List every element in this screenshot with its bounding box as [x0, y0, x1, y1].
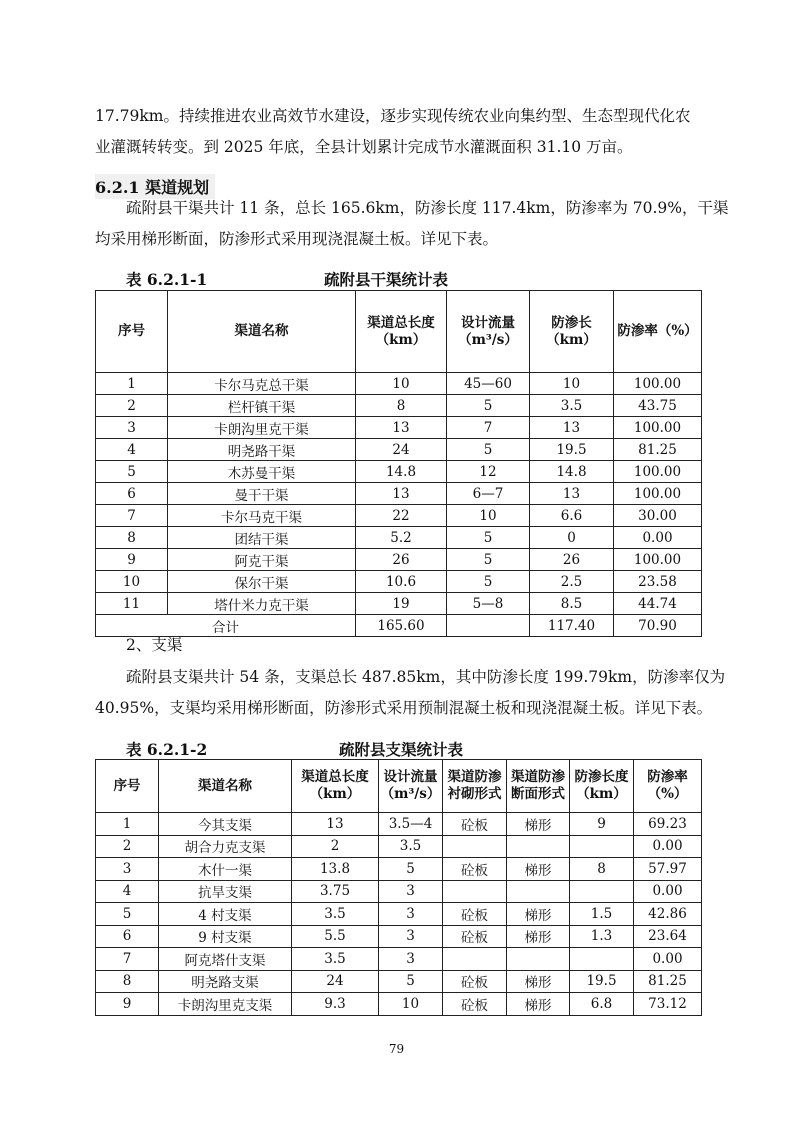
trunk-canal-line-1: 疏附县干渠共计 11 条，总长 165.6km，防渗长度 117.4km，防渗率为 70.9%，干渠	[126, 199, 729, 217]
table-cell: 9	[570, 813, 634, 836]
table-row	[96, 813, 702, 836]
table-cell: 9	[96, 549, 168, 571]
table-cell: 100.00	[614, 549, 702, 571]
table-row	[96, 461, 702, 483]
table-cell: 1	[96, 373, 168, 395]
table-cell: 明尧路干渠	[168, 439, 356, 461]
table-cell: 6—7	[447, 483, 530, 505]
table-cell: 45—60	[447, 373, 530, 395]
table-cell: 卡尔马克干渠	[168, 505, 356, 527]
table-cell: 8	[96, 527, 168, 549]
table-cell: 24	[356, 439, 447, 461]
header-canal-name: 渠道名称	[168, 291, 356, 373]
table-cell: 3	[379, 903, 443, 926]
table-row	[96, 993, 702, 1016]
table-cell: 4	[96, 880, 159, 903]
page-number: 79	[388, 1042, 405, 1056]
table-row	[96, 373, 702, 395]
table-cell: 5	[96, 461, 168, 483]
table-cell	[570, 880, 634, 903]
table-cell: 57.97	[634, 858, 702, 881]
table-row	[96, 903, 702, 926]
table-row	[96, 483, 702, 505]
section-title: 6.2.1 渠道规划	[95, 174, 215, 199]
table-cell: 0.00	[634, 835, 702, 858]
table-cell: 9	[96, 993, 159, 1016]
header-seepage-length: 防渗长度（km）	[570, 760, 634, 813]
table-cell: 8	[570, 858, 634, 881]
total-length: 165.60	[356, 615, 447, 637]
table-cell: 栏杆镇干渠	[168, 395, 356, 417]
table-cell: 19	[356, 593, 447, 615]
table-cell: 梯形	[507, 970, 570, 993]
table-cell: 曼干干渠	[168, 483, 356, 505]
table-cell: 10.6	[356, 571, 447, 593]
table-cell: 4 村支渠	[159, 903, 292, 926]
table-cell: 木苏曼干渠	[168, 461, 356, 483]
table-cell: 5.2	[356, 527, 447, 549]
table-cell: 梯形	[507, 813, 570, 836]
table-cell: 23.58	[614, 571, 702, 593]
table-cell: 6	[96, 925, 159, 948]
total-flow	[447, 615, 530, 637]
table-cell: 3.5	[530, 395, 614, 417]
table-cell: 8	[96, 970, 159, 993]
table-cell: 9.3	[292, 993, 379, 1016]
table-cell: 8	[356, 395, 447, 417]
table-cell: 100.00	[614, 483, 702, 505]
table1-caption-id: 表 6.2.1-1	[126, 270, 208, 289]
table-cell: 11	[96, 593, 168, 615]
table-cell: 砼板	[443, 993, 507, 1016]
table-cell: 19.5	[530, 439, 614, 461]
table-cell: 3	[379, 880, 443, 903]
table-cell: 3.5	[292, 948, 379, 971]
table-cell: 5	[447, 439, 530, 461]
table-cell: 100.00	[614, 373, 702, 395]
table-row	[96, 858, 702, 881]
branch-canal-line-2: 40.95%，支渠均采用梯形断面，防渗形式采用预制混凝土板和现浇混凝土板。详见下表。	[95, 699, 713, 717]
table-cell: 81.25	[634, 970, 702, 993]
table-row	[96, 593, 702, 615]
table-cell: 卡朗沟里克支渠	[159, 993, 292, 1016]
table-cell: 7	[96, 948, 159, 971]
trunk-canal-line-2: 均采用梯形断面，防渗形式采用现浇混凝土板。详见下表。	[95, 230, 499, 248]
table-cell: 10	[447, 505, 530, 527]
table-cell: 梯形	[507, 858, 570, 881]
table-row	[96, 948, 702, 971]
table-cell: 81.25	[614, 439, 702, 461]
total-seepage: 117.40	[530, 615, 614, 637]
table-cell: 26	[530, 549, 614, 571]
table-cell: 3.5—4	[379, 813, 443, 836]
table-cell	[443, 880, 507, 903]
table2-caption-title: 疏附县支渠统计表	[339, 740, 464, 759]
table-cell: 5	[96, 903, 159, 926]
table-cell: 5	[379, 858, 443, 881]
table-cell: 42.86	[634, 903, 702, 926]
header-canal-name: 渠道名称	[159, 760, 292, 813]
table-cell: 0.00	[614, 527, 702, 549]
table-cell: 3.75	[292, 880, 379, 903]
table-cell: 5	[447, 395, 530, 417]
table-cell: 10	[96, 571, 168, 593]
table-cell: 3.5	[292, 903, 379, 926]
table-cell: 3.5	[379, 835, 443, 858]
table-cell: 13	[530, 417, 614, 439]
table-row	[96, 925, 702, 948]
trunk-canal-paragraph	[95, 193, 729, 255]
table-cell: 5	[447, 549, 530, 571]
table-cell: 14.8	[530, 461, 614, 483]
header-total-length: 渠道总长度（km）	[356, 291, 447, 373]
table-cell: 73.12	[634, 993, 702, 1016]
table-cell: 13	[356, 417, 447, 439]
table-cell	[570, 835, 634, 858]
branch-canal-table	[95, 759, 702, 1016]
table-row	[96, 970, 702, 993]
table-header-row	[96, 291, 702, 373]
table-cell: 1.3	[570, 925, 634, 948]
total-rate: 70.90	[614, 615, 702, 637]
header-index: 序号	[96, 760, 159, 813]
table-cell: 明尧路支渠	[159, 970, 292, 993]
table-row	[96, 549, 702, 571]
table-cell: 砼板	[443, 925, 507, 948]
table-cell: 卡尔马克总干渠	[168, 373, 356, 395]
table2-caption-id: 表 6.2.1-2	[126, 740, 208, 759]
table-cell: 6	[96, 483, 168, 505]
branch-canal-line-1: 疏附县支渠共计 54 条，支渠总长 487.85km，其中防渗长度 199.79km，防渗率仅为	[126, 668, 726, 686]
table-cell: 3	[96, 858, 159, 881]
trunk-canal-table	[95, 290, 702, 637]
table-cell: 5	[379, 970, 443, 993]
table-cell: 5	[447, 571, 530, 593]
table-cell: 6.6	[530, 505, 614, 527]
table-cell: 24	[292, 970, 379, 993]
table-row	[96, 880, 702, 903]
table-cell: 胡合力克支渠	[159, 835, 292, 858]
table-cell: 3	[96, 417, 168, 439]
table-cell: 1	[96, 813, 159, 836]
table-cell: 梯形	[507, 993, 570, 1016]
table-cell: 10	[530, 373, 614, 395]
table-cell: 44.74	[614, 593, 702, 615]
header-design-flow: 设计流量（m³/s）	[379, 760, 443, 813]
table-cell	[507, 835, 570, 858]
header-design-flow: 设计流量（m³/s）	[447, 291, 530, 373]
table-cell: 6.8	[570, 993, 634, 1016]
table-cell: 100.00	[614, 417, 702, 439]
table-cell	[570, 948, 634, 971]
table-row	[96, 527, 702, 549]
header-index: 序号	[96, 291, 168, 373]
table-cell: 2.5	[530, 571, 614, 593]
table-cell: 13	[292, 813, 379, 836]
table-cell	[443, 835, 507, 858]
table-header-row	[96, 760, 702, 813]
table-cell: 0.00	[634, 948, 702, 971]
intro-line-1: 17.79km。持续推进农业高效节水建设，逐步实现传统农业向集约型、生态型现代化农	[95, 107, 691, 125]
table-cell: 69.23	[634, 813, 702, 836]
table-cell: 5—8	[447, 593, 530, 615]
table-cell: 43.75	[614, 395, 702, 417]
table-cell: 木什一渠	[159, 858, 292, 881]
table-cell: 梯形	[507, 925, 570, 948]
table-cell: 12	[447, 461, 530, 483]
table-cell: 100.00	[614, 461, 702, 483]
table-cell: 3	[379, 925, 443, 948]
table-cell: 0	[530, 527, 614, 549]
table-row	[96, 395, 702, 417]
total-label: 合计	[96, 615, 356, 637]
table-cell: 7	[447, 417, 530, 439]
table-row	[96, 571, 702, 593]
table-cell: 2	[96, 395, 168, 417]
table-cell: 3	[379, 948, 443, 971]
header-section-form: 渠道防渗断面形式	[507, 760, 570, 813]
table-cell: 13.8	[292, 858, 379, 881]
table-cell: 14.8	[356, 461, 447, 483]
table-cell	[507, 948, 570, 971]
table-row	[96, 835, 702, 858]
table-cell: 保尔干渠	[168, 571, 356, 593]
table-cell: 砼板	[443, 903, 507, 926]
table-row	[96, 439, 702, 461]
table-cell: 砼板	[443, 858, 507, 881]
table-cell: 0.00	[634, 880, 702, 903]
table-cell: 19.5	[570, 970, 634, 993]
table-cell: 今其支渠	[159, 813, 292, 836]
table-row	[96, 505, 702, 527]
branch-canal-paragraph	[95, 662, 726, 724]
table-cell: 13	[530, 483, 614, 505]
table-cell: 阿克塔什支渠	[159, 948, 292, 971]
table-cell: 卡朗沟里克干渠	[168, 417, 356, 439]
table-cell: 10	[379, 993, 443, 1016]
table-cell: 阿克干渠	[168, 549, 356, 571]
table-cell: 13	[356, 483, 447, 505]
intro-line-2: 业灌溉转转变。到 2025 年底，全县计划累计完成节水灌溉面积 31.10 万亩。	[95, 138, 633, 156]
table-cell: 5.5	[292, 925, 379, 948]
table-row	[96, 417, 702, 439]
table-cell: 7	[96, 505, 168, 527]
table-cell: 砼板	[443, 813, 507, 836]
table-cell: 梯形	[507, 903, 570, 926]
table-cell: 8.5	[530, 593, 614, 615]
table-cell: 22	[356, 505, 447, 527]
table-cell: 2	[96, 835, 159, 858]
table-cell: 砼板	[443, 970, 507, 993]
intro-paragraph	[95, 101, 701, 163]
table-cell: 26	[356, 549, 447, 571]
table-cell: 4	[96, 439, 168, 461]
table-cell: 9 村支渠	[159, 925, 292, 948]
table-cell: 2	[292, 835, 379, 858]
header-seepage-rate: 防渗率（%）	[634, 760, 702, 813]
table-total-row	[96, 615, 702, 637]
table-cell: 团结干渠	[168, 527, 356, 549]
table-cell: 塔什米力克干渠	[168, 593, 356, 615]
subheading-branch-canals: 2、支渠	[126, 636, 183, 654]
header-lining-form: 渠道防渗衬砌形式	[443, 760, 507, 813]
table-cell: 抗旱支渠	[159, 880, 292, 903]
header-seepage-rate: 防渗率（%）	[614, 291, 702, 373]
table-cell: 30.00	[614, 505, 702, 527]
header-seepage-length: 防渗长（km）	[530, 291, 614, 373]
table-cell: 5	[447, 527, 530, 549]
table-cell	[443, 948, 507, 971]
table-cell	[507, 880, 570, 903]
header-total-length: 渠道总长度（km）	[292, 760, 379, 813]
table-cell: 10	[356, 373, 447, 395]
table1-caption-title: 疏附县干渠统计表	[324, 270, 449, 289]
table-cell: 1.5	[570, 903, 634, 926]
table-cell: 23.64	[634, 925, 702, 948]
